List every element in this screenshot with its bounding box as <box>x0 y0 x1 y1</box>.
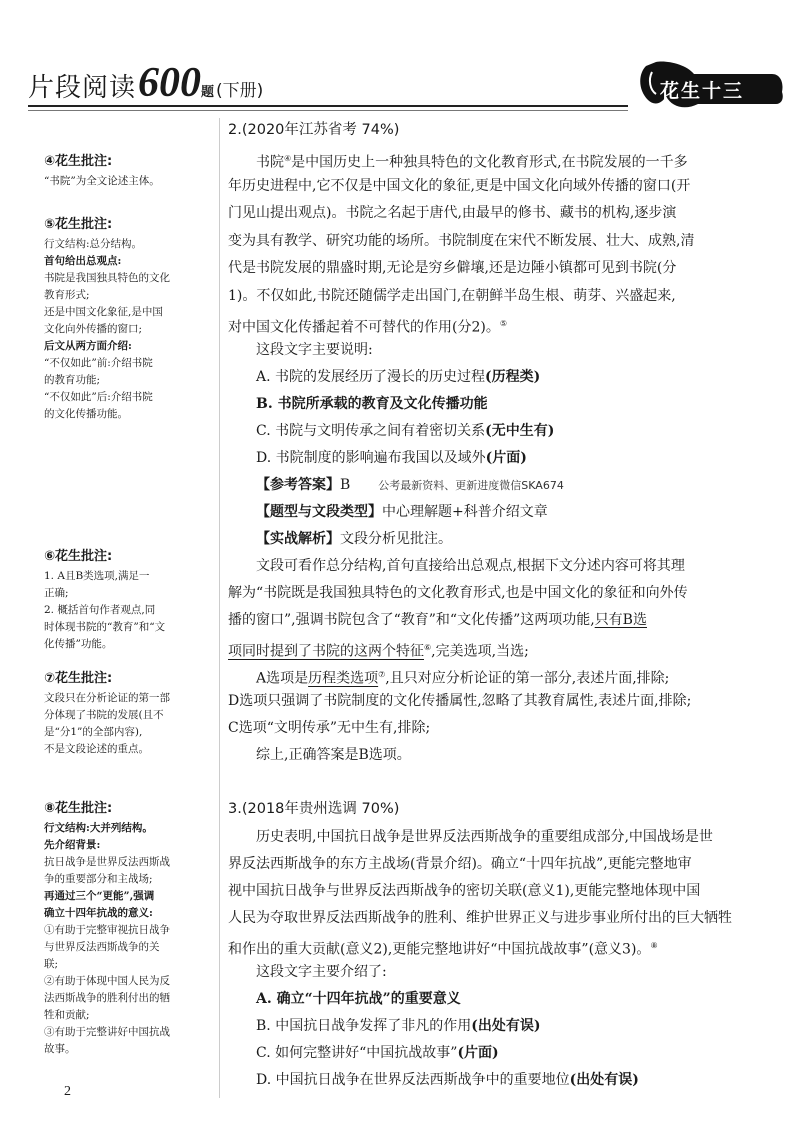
note-line: “不仅如此”前:介绍书院 <box>44 357 153 369</box>
explanation-text: ,完美选项,当选; <box>431 643 529 660</box>
note-8-title: ⑧花生批注: <box>44 801 113 816</box>
note-8 <box>44 797 214 1058</box>
q2-explanation-line: 文段可看作总分结构,首句直接给出总观点,根据下文分述内容可将其理 <box>256 558 685 574</box>
option-tag: (无中生有) <box>485 423 555 439</box>
q2-explanation-line: 解为“书院既是我国独具特色的文化教育形式,也是中国文化的象征和向外传 <box>228 585 688 601</box>
note-line: ③有助于完整讲好中国抗战 <box>44 1026 170 1038</box>
note-line: 首句给出总观点: <box>44 255 122 267</box>
note-line: 2. 概括首句作者观点,同 <box>44 604 156 616</box>
q2-passage-line: 代是书院发展的鼎盛时期,无论是穷乡僻壤,还是边陲小镇都可见到书院(分 <box>228 260 677 276</box>
q3-option-d <box>228 1067 783 1095</box>
q3-passage-line: 历史表明,中国抗日战争是世界反法西斯战争的重要组成部分,中国战场是世 <box>256 829 713 845</box>
q2-option-a <box>228 364 783 392</box>
analysis-value: 文段分析见批注。 <box>340 531 452 547</box>
q2-passage-line: 变为具有教学、研究功能的场所。书院制度在宋代不断发展、壮大、成熟,清 <box>228 232 695 249</box>
q2-analysis <box>228 526 783 554</box>
option-tag: (历程类) <box>485 369 541 385</box>
book-title-suffix: 题 <box>201 85 215 100</box>
note-5-title: ⑤花生批注: <box>44 217 113 232</box>
note-6-title: ⑥花生批注: <box>44 549 113 564</box>
note-7-title: ⑦花生批注: <box>44 671 113 686</box>
q3-stem: 这段文字主要介绍了: <box>256 964 387 980</box>
q2-passage-line: 年历史进程中,它不仅是中国文化的象征,更是中国文化向域外传播的窗口(开 <box>228 177 691 194</box>
option-text: B. 中国抗日战争发挥了非凡的作用 <box>256 1018 472 1034</box>
question-3-title: 3.(2018年贵州选调 70%) <box>228 801 400 817</box>
note-line: 联; <box>44 958 59 970</box>
book-title <box>28 62 263 104</box>
note-line: “不仅如此”后:介绍书院 <box>44 391 153 403</box>
q2-passage-line: 1)。不仅如此,书院还随儒学走出国门,在朝鲜半岛生根、萌芽、兴盛起来, <box>228 287 676 304</box>
page-number: 2 <box>64 1084 71 1099</box>
page-header <box>0 0 800 118</box>
q2-option-d <box>228 445 783 473</box>
note-line: 的教育功能; <box>44 374 101 386</box>
q2-explanation-line: D选项只强调了书院制度的文化传播属性,忽略了其教育属性,表述片面,排除; <box>228 693 692 709</box>
note-line: 正确; <box>44 587 69 599</box>
note-line: 时体现书院的“教育”和“文 <box>44 621 166 633</box>
option-tag: (出处有误) <box>471 1018 541 1034</box>
note-4-title: ④花生批注: <box>44 154 113 169</box>
question-2-title: 2.(2020年江苏省考 74%) <box>228 122 400 138</box>
q3-passage-line: 界反法西斯战争的东方主战场(背景介绍)。确立“十四年抗战”,更能完整地审 <box>228 856 692 872</box>
note-6 <box>44 545 214 653</box>
book-title-main: 片段阅读 <box>28 73 137 103</box>
footnote-marker: ⑤ <box>499 319 508 328</box>
q3-option-b <box>228 1013 783 1041</box>
note-line: 法西斯战争的胜利付出的牺 <box>44 992 170 1004</box>
q3-option-a: A. 确立“十四年抗战”的重要意义 <box>256 991 461 1007</box>
underlined-text: 只有B选 <box>594 612 647 628</box>
footnote-marker: ⑧ <box>650 941 658 950</box>
note-4 <box>44 150 214 190</box>
note-line: 化传播”功能。 <box>44 638 113 650</box>
q2-explanation-line: C选项“文明传承”无中生有,排除; <box>228 720 431 736</box>
passage-text: 是中国历史上一种独具特色的文化教育形式,在书院发展的一千多 <box>291 154 688 171</box>
brand-name: 花生十三 <box>660 80 745 102</box>
note-line: 文化向外传播的窗口; <box>44 323 143 335</box>
option-text: D. 中国抗日战争在世界反法西斯战争中的重要地位 <box>256 1072 570 1088</box>
explanation-text: ,且只对应分析论证的第一部分,表述片面,排除; <box>385 670 670 687</box>
q2-option-b: B. 书院所承载的教育及文化传播功能 <box>256 396 488 412</box>
note-line: 是“分1”的全部内容), <box>44 726 143 738</box>
note-7 <box>44 667 214 758</box>
q2-passage-line: 门见山提出观点)。书院之名起于唐代,由最早的修书、藏书的机构,逐步演 <box>228 205 677 221</box>
note-line: 分体现了书院的发展(且不 <box>44 709 164 721</box>
q2-option-c <box>228 418 783 446</box>
note-line: 还是中国文化象征,是中国 <box>44 306 163 318</box>
note-line: 行文结构:总分结构。 <box>44 238 143 250</box>
header-rule <box>28 105 628 107</box>
q2-answer <box>228 472 783 500</box>
note-line: 教育形式; <box>44 289 90 301</box>
explanation-text: 播的窗口”,强调书院包含了“教育”和“文化传播”这两项功能, <box>228 612 595 628</box>
note-line: “书院”为全文论述主体。 <box>44 175 160 187</box>
book-title-number: 600 <box>138 60 202 106</box>
explanation-text: A选项是 <box>256 670 309 687</box>
q3-option-c <box>228 1040 783 1068</box>
note-line: 不是文段论述的重点。 <box>44 743 149 755</box>
footnote-marker: ⑥ <box>424 643 432 652</box>
option-tag: (片面) <box>485 450 527 466</box>
note-line: 1. A且B类选项,满足一 <box>44 570 150 582</box>
underlined-text: 项同时提到了书院的这两个特征 <box>228 643 424 660</box>
q2-stem: 这段文字主要说明: <box>256 342 373 358</box>
option-text: A. 书院的发展经历了漫长的历史过程 <box>256 369 486 385</box>
option-text: C. 书院与文明传承之间有着密切关系 <box>256 423 486 439</box>
q3-passage-line: 人民为夺取世界反法西斯战争的胜利、维护世界正义与进步事业所付出的巨大牺牲 <box>228 910 732 926</box>
note-line: 后文从两方面介绍: <box>44 340 132 352</box>
passage-text: 书院 <box>256 154 284 171</box>
note-line: 先介绍背景: <box>44 839 101 851</box>
note-line: 故事。 <box>44 1043 76 1055</box>
note-line: 抗日战争是世界反法西斯战 <box>44 856 170 868</box>
note-line: 争的重要部分和主战场; <box>44 873 153 885</box>
type-value: 中心理解题+科普介绍文章 <box>382 504 548 520</box>
note-line: ①有助于完整审视抗日战争 <box>44 924 170 936</box>
note-line: ②有助于体现中国人民为反 <box>44 975 170 987</box>
option-tag: (片面) <box>457 1045 499 1061</box>
q2-question-type <box>228 499 783 527</box>
book-title-volume: (下册) <box>216 81 264 101</box>
note-5 <box>44 213 214 423</box>
note-line: 与世界反法西斯战争的关 <box>44 941 160 953</box>
footnote-marker: ⑦ <box>378 670 386 679</box>
note-line: 确立十四年抗战的意义: <box>44 907 153 919</box>
answer-value: B <box>340 477 351 493</box>
note-line: 文段只在分析论证的第一部 <box>44 692 170 704</box>
analysis-label: 【实战解析】 <box>256 531 340 547</box>
q2-explanation-line: 综上,正确答案是B选项。 <box>256 747 411 763</box>
q2-explanation-line <box>228 607 783 635</box>
option-text: C. 如何完整讲好“中国抗战故事” <box>256 1045 458 1061</box>
type-label: 【题型与文段类型】 <box>256 504 382 520</box>
watermark-text: 公考最新资料、更新进度微信SKA674 <box>378 479 564 492</box>
footnote-marker: ④ <box>284 154 292 163</box>
answer-label: 【参考答案】 <box>256 477 340 493</box>
note-line: 行文结构:大并列结构。 <box>44 822 153 834</box>
option-text: D. 书院制度的影响遍布我国以及域外 <box>256 450 486 466</box>
q3-passage-line: 视中国抗日战争与世界反法西斯战争的密切关联(意义1),更能完整地体现中国 <box>228 883 701 899</box>
passage-text: 和作出的重大贡献(意义2),更能完整地讲好“中国抗战故事”(意义3)。 <box>228 941 651 958</box>
underlined-text: 历程类选项 <box>308 670 379 687</box>
option-tag: (出处有误) <box>569 1072 639 1088</box>
column-divider <box>219 118 220 1098</box>
note-line: 牲和贡献; <box>44 1009 90 1021</box>
passage-text: 对中国文化传播起着不可替代的作用(分2)。 <box>228 319 500 336</box>
note-line: 再通过三个“更能”,强调 <box>44 890 155 902</box>
note-line: 的文化传播功能。 <box>44 408 128 420</box>
header-rule-thin <box>28 110 628 111</box>
note-line: 书院是我国独具特色的文化 <box>44 272 170 284</box>
